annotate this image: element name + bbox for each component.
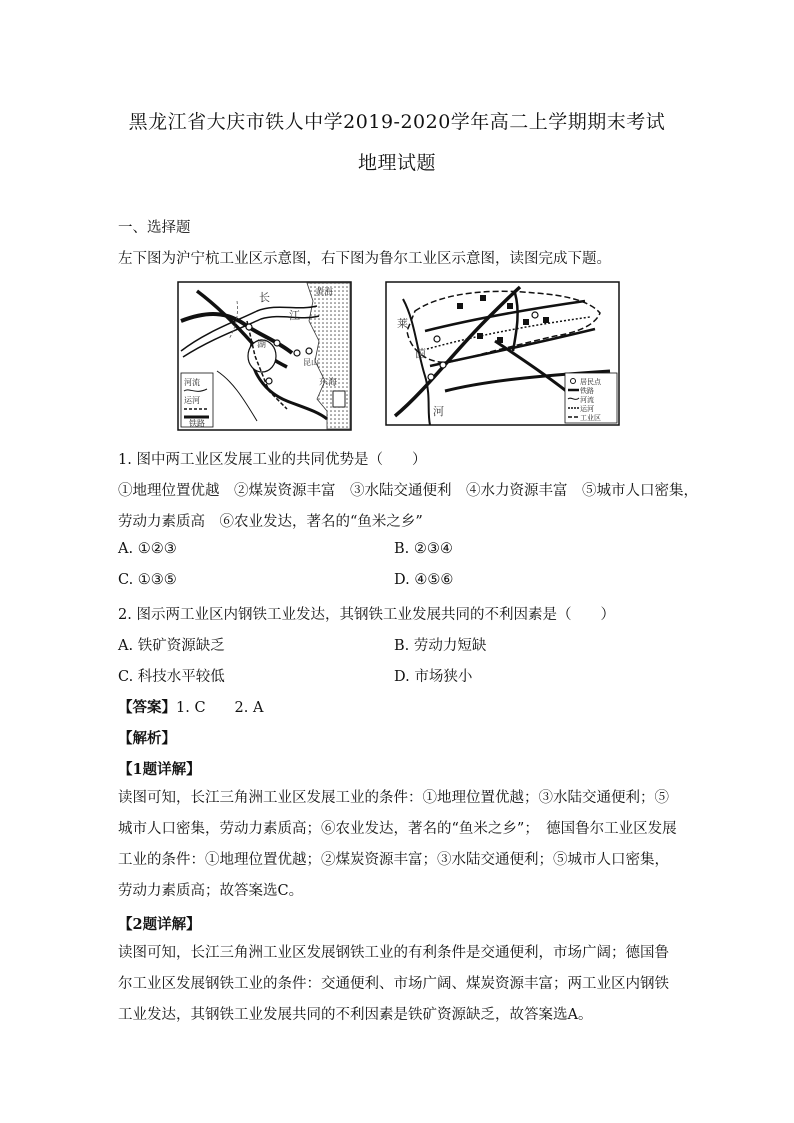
map-ruhr: [385, 281, 620, 426]
map-label: 湖: [257, 340, 267, 350]
legend-label: 运河: [184, 396, 200, 405]
q2-option-d: D. 市场狭小: [394, 669, 473, 685]
document-title: 黑龙江省大庆市铁人中学2019-2020学年高二上学期期末考试: [128, 111, 666, 133]
map-label: 莱: [397, 317, 408, 330]
map-label: 黄海: [315, 288, 334, 298]
detail2-text: 读图可知，长江三角洲工业区发展钢铁工业的有利条件是交通便利，市场广阔；德国鲁尔工业区发展钢铁工业的条件：交通便利、市场广阔、煤炭资源丰富；两工业区内钢铁工业发达，其钢铁工业发展共同的不利因素是铁矿资源缺乏，故答案选A。: [118, 945, 669, 1023]
map-label: 东海: [319, 378, 338, 388]
legend-label: 居民点: [580, 378, 601, 386]
legend-label: 河流: [184, 378, 200, 387]
map-label: 茵: [415, 347, 426, 360]
q2-option-b: B. 劳动力短缺: [394, 638, 487, 654]
legend-label: 铁路: [189, 419, 205, 428]
q2-stem: 2. 图示两工业区内钢铁工业发达，其钢铁工业发展共同的不利因素是（ ）: [118, 607, 615, 623]
detail1-label: 【1题详解】: [118, 761, 201, 778]
q1-option-a: A. ①②③: [118, 541, 177, 557]
answer-label: 【答案】: [118, 699, 176, 716]
q1-options-line2: 劳动力素质高 ⑥农业发达，著名的“鱼米之乡”: [118, 514, 423, 530]
section-heading: 一、选择题: [118, 220, 191, 236]
question-intro: 左下图为沪宁杭工业区示意图，右下图为鲁尔工业区示意图，读图完成下题。: [118, 251, 611, 267]
map-huningHang: [177, 281, 352, 431]
q2-option-c: C. 科技水平较低: [118, 669, 225, 685]
legend-label: 铁路: [580, 387, 594, 395]
q1-option-d: D. ④⑤⑥: [394, 572, 454, 588]
answer-line: [118, 696, 263, 717]
map-label: 江: [289, 309, 300, 322]
map-label: 长: [259, 291, 270, 304]
legend-label: 河流: [580, 396, 594, 404]
analysis-label: 【解析】: [118, 730, 176, 747]
legend-label: 工业区: [580, 414, 601, 422]
document-subtitle: 地理试题: [357, 152, 436, 174]
answer-text: 1. C 2. A: [176, 700, 264, 716]
q1-option-b: B. ②③④: [394, 541, 453, 557]
detail2-label: 【2题详解】: [118, 916, 201, 933]
legend-label: 运河: [580, 405, 594, 413]
q1-option-c: C. ①③⑤: [118, 572, 177, 588]
map-label: 河: [433, 405, 444, 418]
map-label: 昆山: [303, 358, 319, 367]
q2-option-a: A. 铁矿资源缺乏: [118, 638, 225, 654]
detail1-text: 读图可知，长江三角洲工业区发展工业的条件：①地理位置优越；③水陆交通便利；⑤城市人口密集，劳动力素质高；⑥农业发达，著名的“鱼米之乡”； 德国鲁尔工业区发展工业的条件：①地理位置优越；②煤炭资源丰富；③水陆交通便利；⑤城市人口密集，劳动力素质高；故答案选C。: [118, 790, 677, 899]
q1-options-line1: ①地理位置优越 ②煤炭资源丰富 ③水陆交通便利 ④水力资源丰富 ⑤城市人口密集，: [118, 483, 698, 499]
q1-stem: 1. 图中两工业区发展工业的共同优势是（ ）: [118, 452, 427, 468]
